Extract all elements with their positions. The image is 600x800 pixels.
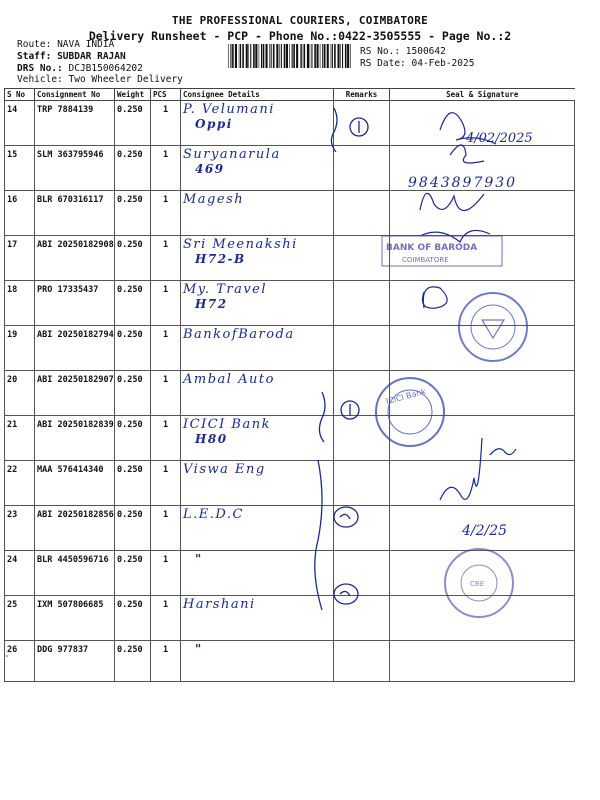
consignee-handwriting-line2: H80 — [195, 432, 228, 446]
rs-no-line — [360, 46, 446, 57]
table-row — [5, 236, 575, 281]
row-sno: 16 — [5, 191, 35, 236]
route-value: NAVA INDIA — [57, 39, 115, 50]
row-pcs: 1 — [151, 101, 181, 146]
consignee-handwriting: Sri Meenakshi — [183, 237, 298, 252]
row-sno: 21 — [5, 416, 35, 461]
col-sno: S No — [5, 89, 35, 101]
col-consignee: Consignee Details — [181, 89, 334, 101]
table-row — [5, 191, 575, 236]
row-sno: 19 — [5, 326, 35, 371]
row-pcs: 1 — [151, 236, 181, 281]
consignee-handwriting: My. Travel — [183, 282, 268, 297]
stamp-bob-city: COIMBATORE — [402, 256, 449, 264]
row-seal-signature — [390, 596, 575, 641]
phone-annotation: 9843897930 — [408, 175, 518, 191]
staff-line — [17, 51, 126, 62]
row-consignment-no: BLR 670316117 — [35, 191, 115, 236]
table-row — [5, 326, 575, 371]
row-weight: 0.250 — [115, 461, 151, 506]
vehicle-line — [17, 74, 183, 85]
row-consignment-no: ABI 20250182839 — [35, 416, 115, 461]
row-weight: 0.250 — [115, 371, 151, 416]
row-consignee-details — [181, 461, 334, 506]
row-weight: 0.250 — [115, 326, 151, 371]
consignee-handwriting-line2: " — [195, 552, 203, 566]
row-weight: 0.250 — [115, 146, 151, 191]
row-remarks — [334, 551, 390, 596]
row-pcs: 1 — [151, 641, 181, 682]
row-sno: 24 — [5, 551, 35, 596]
row-pcs: 1 — [151, 281, 181, 326]
consignee-handwriting: BankofBaroda — [183, 327, 295, 342]
row-consignee-details — [181, 101, 334, 146]
staff-value: SUBDAR RAJAN — [57, 51, 126, 62]
row-remarks — [334, 641, 390, 682]
consignee-handwriting-line2: H72-B — [195, 252, 246, 266]
consignee-handwriting: Magesh — [183, 192, 245, 207]
row-remarks — [334, 371, 390, 416]
row-remarks — [334, 416, 390, 461]
row-pcs: 1 — [151, 191, 181, 236]
vehicle-value: Two Wheeler Delivery — [68, 74, 183, 85]
drs-label: DRS No.: — [17, 63, 63, 74]
row-pcs: 1 — [151, 506, 181, 551]
vehicle-label: Vehicle: — [17, 74, 63, 85]
row-seal-signature — [390, 371, 575, 416]
row-consignment-no: BLR 4450596716 — [35, 551, 115, 596]
margin-mark — [6, 655, 8, 657]
row-weight: 0.250 — [115, 416, 151, 461]
row-consignment-no: ABI 20250182907 — [35, 371, 115, 416]
table-row — [5, 596, 575, 641]
consignee-handwriting-line2: " — [195, 642, 203, 656]
barcode-image — [228, 44, 354, 68]
consignee-handwriting: Suryanarula — [183, 147, 281, 162]
row-consignee-details — [181, 551, 334, 596]
row-seal-signature — [390, 641, 575, 682]
company-name: THE PROFESSIONAL COURIERS, COIMBATORE — [171, 14, 429, 27]
col-seal-signature: Seal & Signature — [390, 89, 575, 101]
row-consignee-details — [181, 236, 334, 281]
consignee-handwriting-line2: Oppi — [195, 117, 233, 131]
row-consignment-no: ABI 20250182794 — [35, 326, 115, 371]
consignee-handwriting: Viswa Eng — [183, 462, 266, 477]
stamp-icici-text: ICICI Bank — [385, 386, 427, 407]
row-remarks — [334, 596, 390, 641]
row-pcs: 1 — [151, 146, 181, 191]
row-pcs: 1 — [151, 326, 181, 371]
row-consignment-no: SLM 363795946 — [35, 146, 115, 191]
consignee-handwriting: P. Velumani — [183, 102, 275, 117]
row-sno: 14 — [5, 101, 35, 146]
row-seal-signature — [390, 191, 575, 236]
row-sno: 17 — [5, 236, 35, 281]
row-remarks — [334, 236, 390, 281]
row-consignment-no: ABI 20250182908 — [35, 236, 115, 281]
row-remarks — [334, 326, 390, 371]
row-consignment-no: TRP 7884139 — [35, 101, 115, 146]
row-consignee-details — [181, 416, 334, 461]
row-seal-signature — [390, 506, 575, 551]
row-remarks — [334, 101, 390, 146]
table-row — [5, 506, 575, 551]
row-weight: 0.250 — [115, 101, 151, 146]
row-weight: 0.250 — [115, 191, 151, 236]
consignee-handwriting: Harshani — [183, 597, 256, 612]
row-weight: 0.250 — [115, 641, 151, 682]
row-consignment-no: IXM 507806685 — [35, 596, 115, 641]
row-sno: 23 — [5, 506, 35, 551]
row-consignee-details — [181, 596, 334, 641]
row-seal-signature — [390, 551, 575, 596]
row-weight: 0.250 — [115, 236, 151, 281]
row-consignment-no: PRO 17335437 — [35, 281, 115, 326]
row-sno: 26 — [5, 641, 35, 682]
row-seal-signature — [390, 281, 575, 326]
col-consignment: Consignment No — [35, 89, 115, 101]
rs-date-label: RS Date: — [360, 58, 406, 69]
row-pcs: 1 — [151, 416, 181, 461]
row-consignee-details — [181, 146, 334, 191]
table-row — [5, 101, 575, 146]
table-row — [5, 551, 575, 596]
row-consignee-details — [181, 191, 334, 236]
row-consignment-no: DDG 977837 — [35, 641, 115, 682]
row-seal-signature — [390, 416, 575, 461]
row-remarks — [334, 506, 390, 551]
row-pcs: 1 — [151, 551, 181, 596]
row-consignee-details — [181, 371, 334, 416]
row-weight: 0.250 — [115, 596, 151, 641]
table-row — [5, 461, 575, 506]
row-consignee-details — [181, 281, 334, 326]
rs-date-value: 04-Feb-2025 — [411, 58, 475, 69]
row-seal-signature — [390, 146, 575, 191]
drs-line — [17, 63, 143, 74]
row-weight: 0.250 — [115, 506, 151, 551]
row-weight: 0.250 — [115, 281, 151, 326]
row-pcs: 1 — [151, 596, 181, 641]
rs-no-value: 1500642 — [405, 46, 446, 57]
table-row — [5, 371, 575, 416]
table-row — [5, 281, 575, 326]
consignee-handwriting-line2: 469 — [195, 162, 225, 176]
table-row — [5, 416, 575, 461]
route-label: Route: — [17, 39, 52, 50]
row-sno: 20 — [5, 371, 35, 416]
runsheet-table — [4, 88, 575, 682]
drs-value: DCJB150064202 — [68, 63, 143, 74]
row-sno: 25 — [5, 596, 35, 641]
row-pcs: 1 — [151, 461, 181, 506]
row-remarks — [334, 191, 390, 236]
col-pcs: PCS — [151, 89, 181, 101]
row-sno: 15 — [5, 146, 35, 191]
consignee-handwriting-line2: H72 — [195, 297, 228, 311]
row-remarks — [334, 281, 390, 326]
col-remarks: Remarks — [334, 89, 390, 101]
row-remarks — [334, 146, 390, 191]
table-row — [5, 146, 575, 191]
row-sno: 18 — [5, 281, 35, 326]
row-pcs: 1 — [151, 371, 181, 416]
row-consignment-no: ABI 20250182856 — [35, 506, 115, 551]
row-seal-signature — [390, 236, 575, 281]
table-header-row — [5, 89, 575, 101]
consignee-handwriting: Ambal Auto — [183, 372, 275, 387]
row-seal-signature — [390, 461, 575, 506]
row-consignee-details — [181, 641, 334, 682]
stamp-bob-text: BANK OF BARODA — [386, 243, 478, 253]
rs-date-line — [360, 58, 474, 69]
row-sno: 22 — [5, 461, 35, 506]
row-consignee-details — [181, 506, 334, 551]
date-annotation-1: 4/02/2025 — [466, 131, 533, 146]
date-annotation-2: 4/2/25 — [462, 523, 508, 539]
row-seal-signature — [390, 326, 575, 371]
stamp-round-text: CBE — [470, 580, 485, 588]
route-line — [17, 39, 114, 50]
col-weight: Weight — [115, 89, 151, 101]
row-seal-signature — [390, 101, 575, 146]
staff-label: Staff: — [17, 51, 52, 62]
consignee-handwriting: ICICI Bank — [183, 417, 271, 432]
row-consignment-no: MAA 576414340 — [35, 461, 115, 506]
runsheet-title: Delivery Runsheet - PCP - Phone No.:0422-3505555 - Page No.:2 — [88, 29, 512, 43]
row-consignee-details — [181, 326, 334, 371]
row-remarks — [334, 461, 390, 506]
table-row — [5, 641, 575, 682]
row-weight: 0.250 — [115, 551, 151, 596]
rs-no-label: RS No.: — [360, 46, 401, 57]
consignee-handwriting: L.E.D.C — [183, 507, 244, 522]
